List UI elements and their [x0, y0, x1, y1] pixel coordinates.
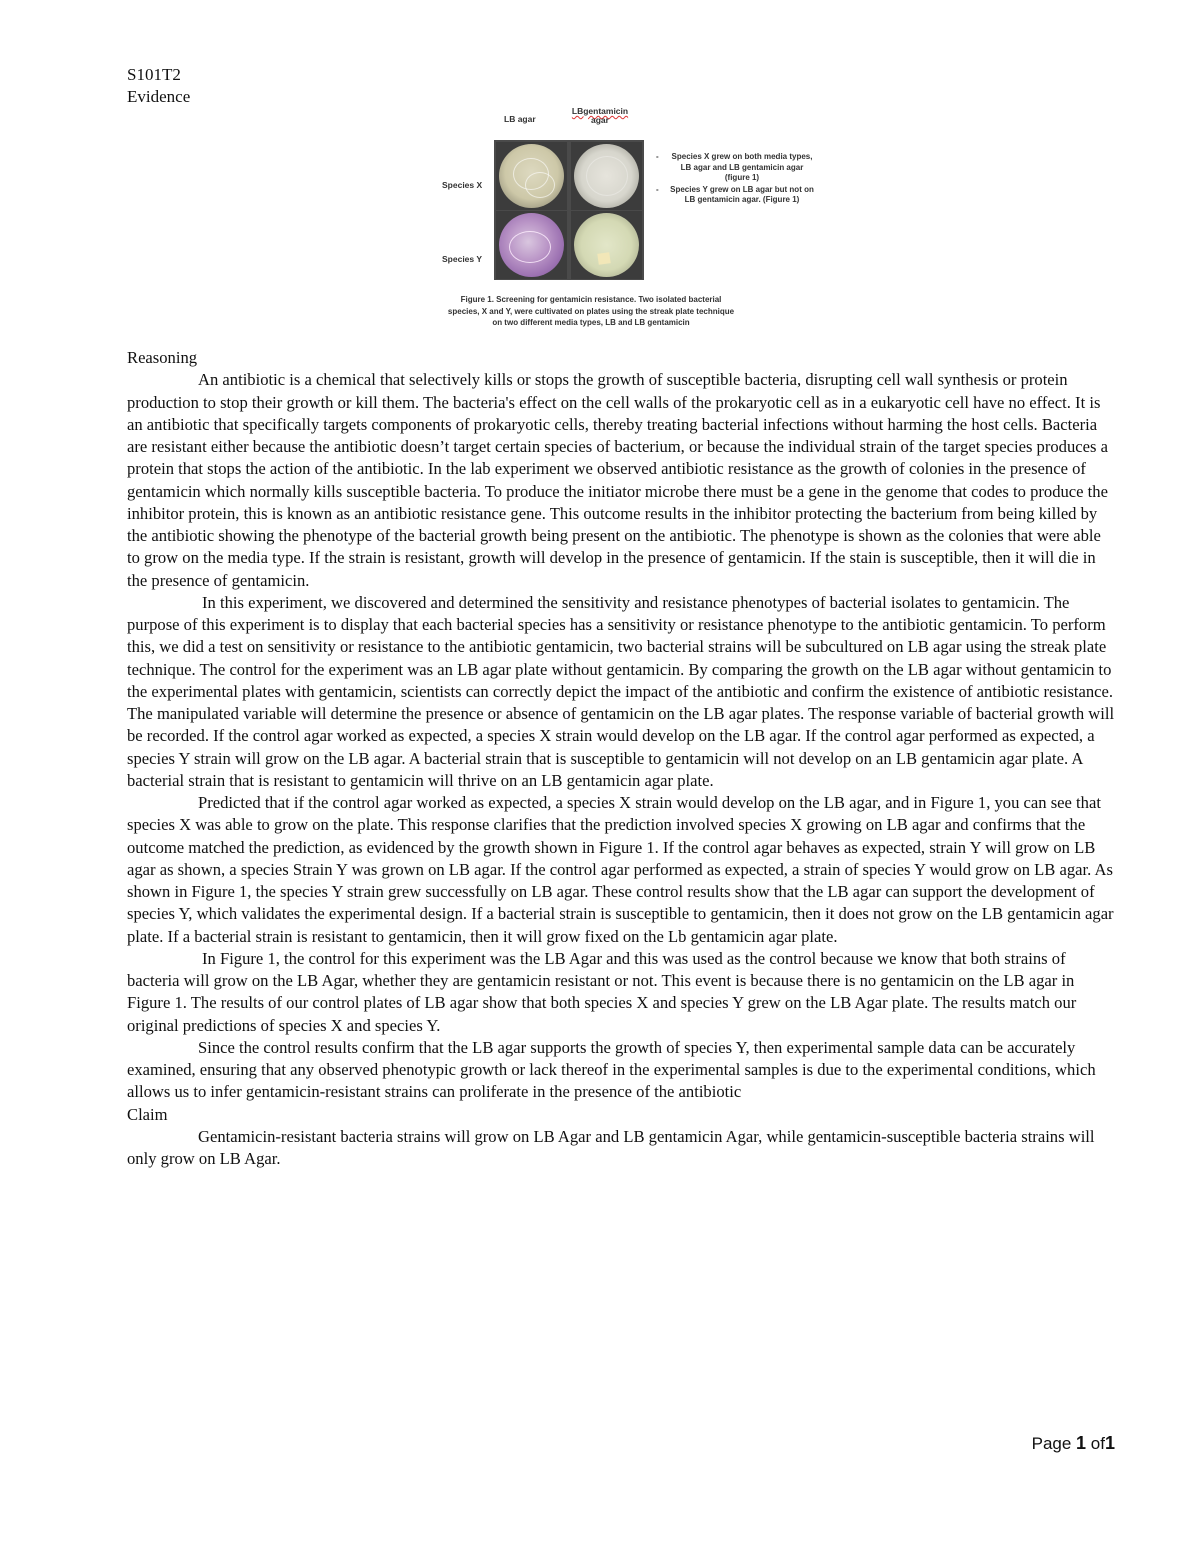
reasoning-paragraph: Since the control results confirm that the LB agar supports the growth of species Y, then experimental sample data can be accurately examined, ensuring that any observed phenotypic growth or lack thereof in the experimental samples is due to the experimental conditions, which allows us to infer gentamicin-resistant strains can proliferate in the presence of the antibiotic — [127, 1037, 1096, 1102]
page-word: Page — [1031, 1434, 1072, 1453]
reasoning-paragraph: Predicted that if the control agar worked as expected, a species X strain would develop on the LB agar, and in Figure 1, you can see that species X was able to grow on the plate. This response clarifies that the prediction involved species X growing on LB agar and confirms that the outcome matched the prediction, as evidenced by the growth shown in Figure 1. If the control agar behaves as expected, strain Y will grow on LB agar as shown, a species Strain Y was grown on LB agar. If the control agar performed as expected, a strain of species Y would grow on LB agar. As shown in Figure 1, the species Y strain grew successfully on LB agar. These control results show that the LB agar can support the development of species Y, which validates the experimental design. If a bacterial strain is susceptible to gentamicin, then it does not grow on the LB gentamicin agar plate. If a bacterial strain is resistant to gentamicin, then it will grow fixed on the Lb gentamicin agar plate. — [127, 793, 1114, 946]
colony-streak — [586, 156, 628, 196]
figure-note: - Species Y grew on LB agar but not on LB gentamicin agar. (Figure 1) — [656, 185, 816, 206]
petri-dish-image — [574, 213, 639, 277]
reasoning-paragraph: An antibiotic is a chemical that selectively kills or stops the growth of susceptible bacteria, disrupting cell wall synthesis or protein production to stop their growth or kill them. The bacteria's effect on the cell walls of the prokaryotic cell as in a eukaryotic cell have no effect. It is an antibiotic that specifically targets components of prokaryotic cells, thereby treating bacterial infections without harming the host cells. Bacteria are resistant either because the antibiotic doesn’t target certain species of bacterium, or because the individual strain of the target species produces a protein that stops the action of the antibiotic. In the lab experiment we observed antibiotic resistance as the growth of colonies in the presence of gentamicin which normally kills susceptible bacteria. To produce the initiator microbe there must be a gene in the genome that codes to produce the inhibitor protein, this is known as an antibiotic resistance gene. This outcome results in the inhibitor protecting the bacterium from being killed by the antibiotic showing the phenotype of the bacterial growth being present on the antibiotic. The phenotype is shown as the colonies that were able to grow on the media type. If the strain is resistant, growth will develop in the presence of gentamicin. If the stain is susceptible, then it will die in the presence of gentamicin. — [127, 370, 1108, 590]
evidence-heading: Evidence — [127, 87, 191, 106]
reasoning-heading: Reasoning — [127, 348, 198, 367]
plate-species-x-gentamicin — [571, 142, 642, 210]
document-id: S101T2 — [127, 65, 181, 84]
page-total: 1 — [1104, 1433, 1115, 1453]
plate-photo-grid — [494, 140, 644, 280]
figure-1 — [438, 104, 818, 349]
column-label-lb-gentamicin — [568, 107, 632, 125]
column-label-gent-line1: LBgentamicin — [571, 106, 629, 116]
figure-notes — [656, 152, 816, 207]
column-label-lb-agar: LB agar — [504, 114, 536, 124]
row-label-species-x: Species X — [442, 180, 483, 190]
column-label-gent-line2: agar — [591, 115, 609, 125]
row-label-species-y: Species Y — [442, 254, 483, 264]
reasoning-paragraph: In this experiment, we discovered and determined the sensitivity and resistance phenotypes of bacterial isolates to gentamicin. The purpose of this experiment is to display that each bacterial species has a sensitivity or resistance phenotype to the antibiotic gentamicin. To perform this, we did a test on sensitivity or resistance to the antibiotic gentamicin, two bacterial strains will be subcultured on LB agar using the streak plate technique. The control for the experiment was an LB agar plate without gentamicin. By comparing the growth on the LB agar without gentamicin to the experimental plates with gentamicin, scientists can correctly depict the impact of the antibiotic and confirm the existence of antibiotic resistance. The manipulated variable will determine the presence or absence of gentamicin on the LB agar plates. The response variable of bacterial growth will be recorded. If the control agar worked as expected, a species X strain would develop on the LB agar. If the control agar performed as expected, a species Y strain will grow on the LB agar. A bacterial strain that is susceptible to gentamicin will not develop on an LB gentamicin agar plate. A bacterial strain that is resistant to gentamicin will thrive on an LB gentamicin agar plate. — [127, 592, 1115, 790]
petri-dish-image — [574, 144, 639, 208]
figure-note: - Species X grew on both media types, LB agar and LB gentamicin agar (figure 1) — [656, 152, 816, 184]
claim-paragraph: Gentamicin-resistant bacteria strains will grow on LB Agar and LB gentamicin Agar, while gentamicin-susceptible bacteria strains will only grow on LB Agar. — [127, 1126, 1095, 1168]
page-number — [1032, 1433, 1115, 1454]
petri-dish-image — [499, 213, 564, 277]
claim-heading: Claim — [127, 1104, 168, 1124]
page-of-word: of — [1090, 1434, 1105, 1453]
colony-streak — [509, 231, 551, 263]
figure-caption: Figure 1. Screening for gentamicin resistance. Two isolated bacterial species, X and Y, were cultivated on plates using the streak plate technique on two different media types, LB and LB gentamicin — [447, 295, 735, 327]
plate-species-y-lb — [496, 211, 567, 279]
plate-species-x-lb — [496, 142, 567, 210]
plate-species-y-gentamicin — [571, 211, 642, 279]
tape-label — [597, 252, 610, 265]
colony-streak — [525, 172, 555, 198]
document-body — [127, 347, 1117, 1170]
reasoning-paragraph: In Figure 1, the control for this experiment was the LB Agar and this was used as the control because we know that both strains of bacteria will grow on the LB Agar, whether they are gentamicin resistant or not. This event is because there is no gentamicin on the LB agar in Figure 1. The results of our control plates of LB agar show that both species X and species Y grew on the LB Agar plate. The results match our original predictions of species X and species Y. — [127, 948, 1077, 1035]
page-current: 1 — [1076, 1433, 1087, 1453]
petri-dish-image — [499, 144, 564, 208]
